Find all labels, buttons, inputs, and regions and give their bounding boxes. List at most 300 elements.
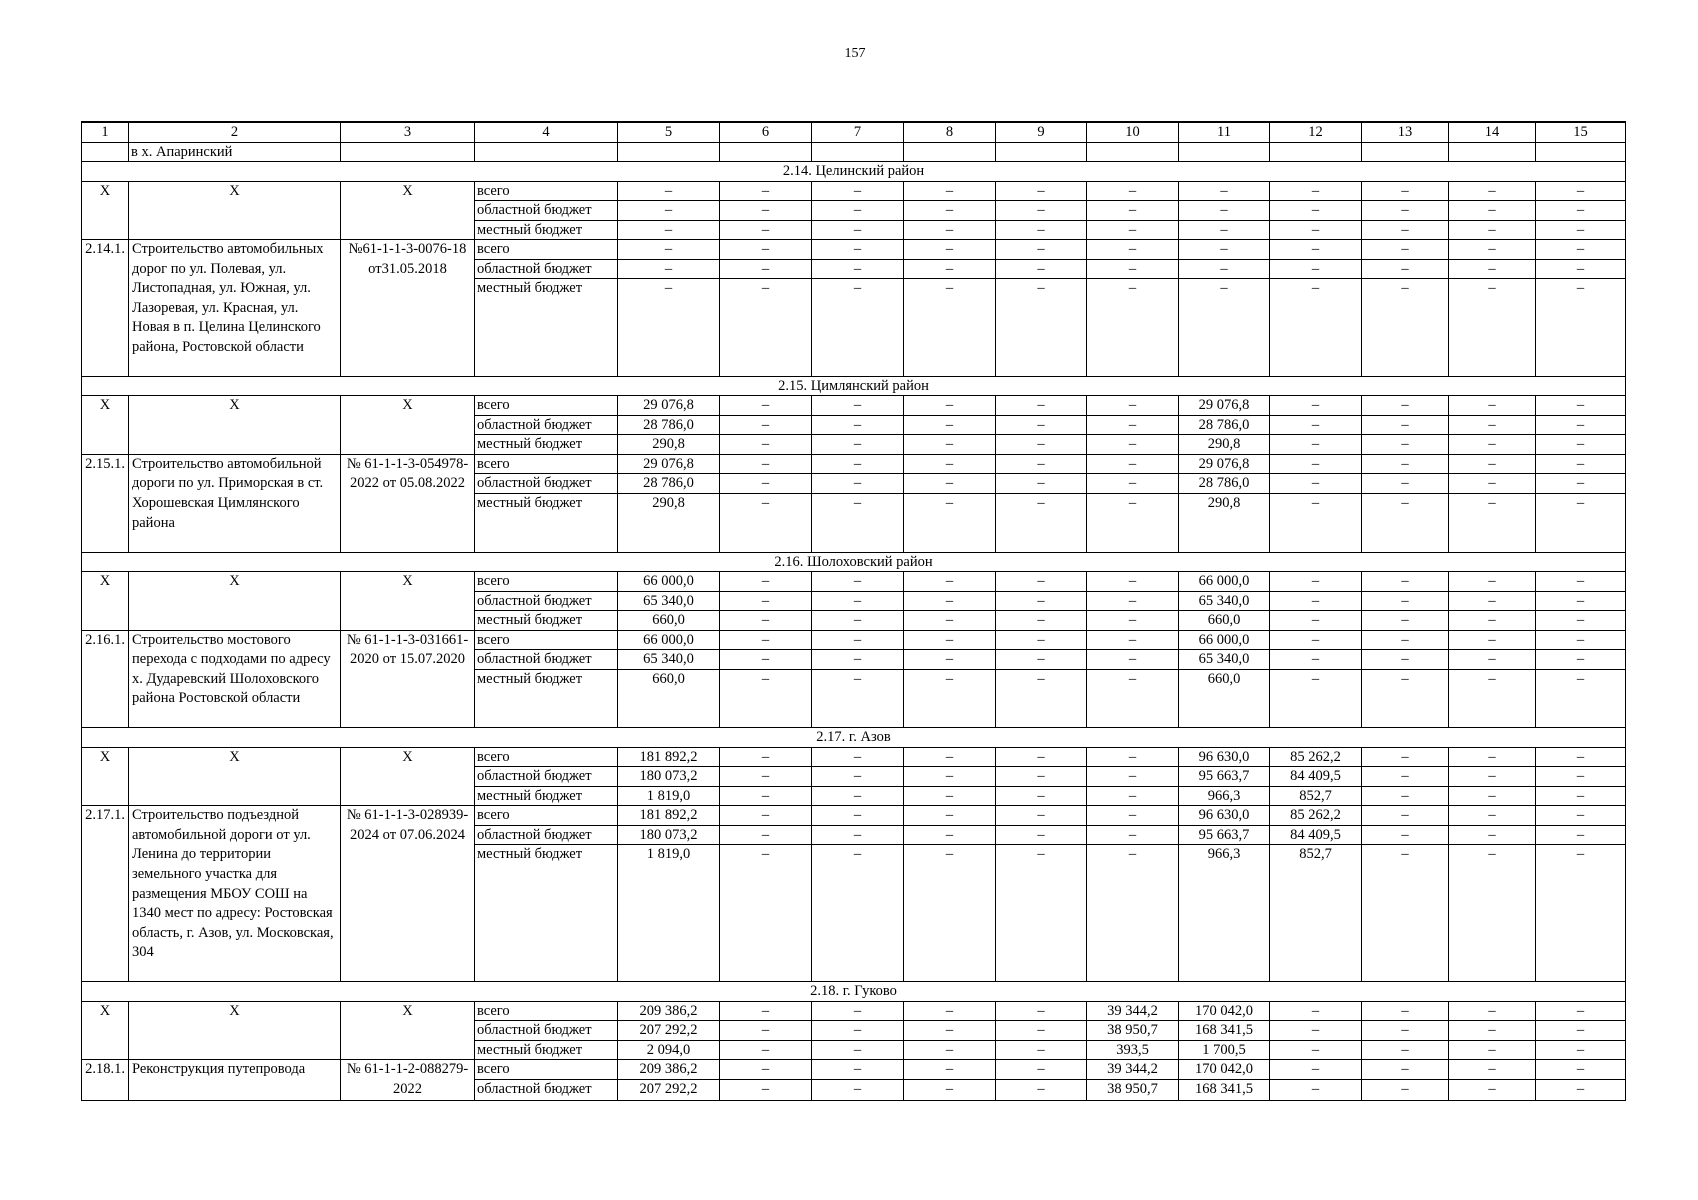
- value-cell: –: [904, 435, 996, 455]
- value-cell: –: [1087, 825, 1179, 845]
- value-cell: –: [1087, 279, 1179, 377]
- value-cell: –: [1087, 474, 1179, 494]
- value-cell: –: [720, 630, 812, 650]
- value-cell: –: [720, 825, 812, 845]
- value-cell: –: [996, 181, 1087, 201]
- value-cell: –: [1449, 806, 1536, 826]
- value-cell: –: [1362, 435, 1449, 455]
- item-name: Строительство подъездной автомобильной дороги от ул. Ленина до территории земельного участка для размещения МБОУ СОШ на 1340 мест по адресу: Ростовская область, г. Азов, ул. Московская, 304: [129, 806, 341, 982]
- value-cell: 181 892,2: [618, 747, 720, 767]
- value-cell: –: [1449, 591, 1536, 611]
- summary-mark: Х: [82, 396, 129, 455]
- value-cell: –: [1270, 201, 1362, 221]
- value-cell: 170 042,0: [1179, 1001, 1270, 1021]
- value-cell: –: [720, 493, 812, 552]
- value-cell: 66 000,0: [1179, 572, 1270, 592]
- value-cell: –: [1362, 572, 1449, 592]
- value-cell: –: [1270, 1021, 1362, 1041]
- value-cell: –: [1362, 220, 1449, 240]
- column-header: 8: [904, 122, 996, 142]
- value-cell: –: [1270, 435, 1362, 455]
- column-number-row: [82, 122, 1626, 142]
- value-cell: –: [618, 181, 720, 201]
- value-cell: –: [996, 220, 1087, 240]
- value-cell: –: [720, 181, 812, 201]
- value-cell: –: [996, 435, 1087, 455]
- value-cell: 852,7: [1270, 845, 1362, 982]
- value-cell: –: [996, 240, 1087, 260]
- value-cell: –: [1449, 1001, 1536, 1021]
- value-cell: 168 341,5: [1179, 1021, 1270, 1041]
- column-header: 9: [996, 122, 1087, 142]
- value-cell: –: [1536, 259, 1626, 279]
- value-cell: 29 076,8: [1179, 454, 1270, 474]
- value-cell: –: [1179, 240, 1270, 260]
- value-cell: –: [1270, 1080, 1362, 1100]
- section-row: [82, 552, 1626, 572]
- value-cell: –: [720, 454, 812, 474]
- value-cell: –: [812, 669, 904, 728]
- value-cell: –: [1449, 630, 1536, 650]
- value-cell: 852,7: [1270, 786, 1362, 806]
- section-row: [82, 162, 1626, 182]
- value-cell: –: [904, 279, 996, 377]
- value-cell: 28 786,0: [618, 474, 720, 494]
- value-cell: –: [1449, 181, 1536, 201]
- value-cell: –: [1362, 181, 1449, 201]
- budget-label: всего: [475, 454, 618, 474]
- value-cell: –: [812, 279, 904, 377]
- value-cell: –: [904, 767, 996, 787]
- value-cell: –: [812, 1040, 904, 1060]
- section-title: 2.15. Цимлянский район: [82, 376, 1626, 396]
- column-header: 2: [129, 122, 341, 142]
- value-cell: –: [1270, 259, 1362, 279]
- column-header: 7: [812, 122, 904, 142]
- value-cell: 84 409,5: [1270, 767, 1362, 787]
- value-cell: –: [1362, 493, 1449, 552]
- value-cell: –: [618, 201, 720, 221]
- value-cell: –: [1536, 279, 1626, 377]
- value-cell: 66 000,0: [618, 630, 720, 650]
- value-cell: –: [1270, 240, 1362, 260]
- column-header: 5: [618, 122, 720, 142]
- item-row: [82, 240, 1626, 260]
- value-cell: –: [904, 1080, 996, 1100]
- value-cell: –: [1449, 220, 1536, 240]
- value-cell: –: [1536, 806, 1626, 826]
- value-cell: –: [1449, 767, 1536, 787]
- value-cell: –: [996, 630, 1087, 650]
- value-cell: 65 340,0: [618, 591, 720, 611]
- item-agreement: № 61-1-1-3-031661-2020 от 15.07.2020: [341, 630, 475, 728]
- budget-label: всего: [475, 181, 618, 201]
- value-cell: –: [904, 845, 996, 982]
- value-cell: 207 292,2: [618, 1080, 720, 1100]
- budget-label: местный бюджет: [475, 279, 618, 377]
- value-cell: 66 000,0: [1179, 630, 1270, 650]
- budget-label: областной бюджет: [475, 650, 618, 670]
- summary-mark: Х: [82, 572, 129, 631]
- value-cell: –: [1270, 279, 1362, 377]
- value-cell: –: [904, 786, 996, 806]
- value-cell: –: [1536, 435, 1626, 455]
- value-cell: –: [904, 669, 996, 728]
- value-cell: 85 262,2: [1270, 747, 1362, 767]
- value-cell: –: [904, 474, 996, 494]
- column-header: 6: [720, 122, 812, 142]
- value-cell: 181 892,2: [618, 806, 720, 826]
- column-header: 4: [475, 122, 618, 142]
- value-cell: –: [904, 1021, 996, 1041]
- value-cell: –: [1536, 1040, 1626, 1060]
- value-cell: –: [996, 767, 1087, 787]
- budget-label: местный бюджет: [475, 611, 618, 631]
- value-cell: –: [1087, 220, 1179, 240]
- value-cell: 28 786,0: [618, 415, 720, 435]
- value-cell: –: [1449, 1021, 1536, 1041]
- column-header: 3: [341, 122, 475, 142]
- value-cell: –: [1270, 1040, 1362, 1060]
- value-cell: –: [1536, 1001, 1626, 1021]
- value-cell: –: [812, 454, 904, 474]
- section-title: 2.16. Шолоховский район: [82, 552, 1626, 572]
- value-cell: –: [1536, 454, 1626, 474]
- budget-label: всего: [475, 396, 618, 416]
- value-cell: –: [1087, 611, 1179, 631]
- value-cell: –: [812, 572, 904, 592]
- value-cell: –: [904, 201, 996, 221]
- budget-label: областной бюджет: [475, 591, 618, 611]
- value-cell: –: [812, 493, 904, 552]
- value-cell: –: [1449, 1040, 1536, 1060]
- budget-label: областной бюджет: [475, 825, 618, 845]
- value-cell: 39 344,2: [1087, 1060, 1179, 1080]
- item-number: 2.16.1.: [82, 630, 129, 728]
- value-cell: –: [812, 220, 904, 240]
- value-cell: –: [1449, 747, 1536, 767]
- value-cell: –: [1449, 825, 1536, 845]
- item-number: 2.14.1.: [82, 240, 129, 377]
- value-cell: –: [1087, 806, 1179, 826]
- section-title: 2.14. Целинский район: [82, 162, 1626, 182]
- value-cell: –: [1270, 415, 1362, 435]
- value-cell: –: [1270, 1060, 1362, 1080]
- value-cell: 38 950,7: [1087, 1021, 1179, 1041]
- value-cell: 29 076,8: [618, 454, 720, 474]
- value-cell: –: [1087, 572, 1179, 592]
- value-cell: –: [812, 181, 904, 201]
- value-cell: –: [1536, 650, 1626, 670]
- value-cell: –: [1087, 767, 1179, 787]
- item-number: 2.17.1.: [82, 806, 129, 982]
- budget-label: областной бюджет: [475, 767, 618, 787]
- value-cell: 65 340,0: [618, 650, 720, 670]
- value-cell: 209 386,2: [618, 1001, 720, 1021]
- value-cell: –: [1536, 474, 1626, 494]
- value-cell: –: [1449, 435, 1536, 455]
- value-cell: –: [1179, 201, 1270, 221]
- value-cell: –: [812, 591, 904, 611]
- value-cell: –: [720, 767, 812, 787]
- value-cell: –: [1536, 786, 1626, 806]
- value-cell: –: [720, 1001, 812, 1021]
- item-row: [82, 454, 1626, 474]
- value-cell: 168 341,5: [1179, 1080, 1270, 1100]
- value-cell: –: [1362, 806, 1449, 826]
- value-cell: –: [1449, 454, 1536, 474]
- value-cell: –: [618, 279, 720, 377]
- value-cell: –: [720, 806, 812, 826]
- value-cell: –: [996, 786, 1087, 806]
- value-cell: –: [904, 1060, 996, 1080]
- table-body: [82, 122, 1626, 1100]
- value-cell: –: [720, 396, 812, 416]
- value-cell: –: [1536, 1080, 1626, 1100]
- value-cell: –: [1270, 1001, 1362, 1021]
- budget-label: областной бюджет: [475, 201, 618, 221]
- value-cell: –: [904, 747, 996, 767]
- value-cell: –: [1536, 591, 1626, 611]
- value-cell: –: [904, 806, 996, 826]
- budget-label: областной бюджет: [475, 259, 618, 279]
- value-cell: –: [1536, 493, 1626, 552]
- value-cell: –: [720, 650, 812, 670]
- value-cell: –: [1362, 630, 1449, 650]
- continuation-text: в х. Апаринский: [129, 142, 341, 162]
- value-cell: 290,8: [1179, 435, 1270, 455]
- value-cell: 290,8: [1179, 493, 1270, 552]
- value-cell: –: [812, 1001, 904, 1021]
- value-cell: –: [618, 240, 720, 260]
- value-cell: –: [1536, 1021, 1626, 1041]
- summary-row: [82, 181, 1626, 201]
- value-cell: –: [1536, 396, 1626, 416]
- value-cell: –: [720, 591, 812, 611]
- value-cell: –: [1536, 845, 1626, 982]
- summary-mark: Х: [82, 181, 129, 240]
- value-cell: –: [996, 201, 1087, 221]
- value-cell: –: [618, 220, 720, 240]
- value-cell: –: [996, 415, 1087, 435]
- value-cell: 1 819,0: [618, 845, 720, 982]
- value-cell: –: [996, 279, 1087, 377]
- summary-mark: Х: [82, 747, 129, 806]
- value-cell: 65 340,0: [1179, 650, 1270, 670]
- value-cell: –: [1449, 611, 1536, 631]
- summary-mark: Х: [341, 572, 475, 631]
- value-cell: –: [1270, 220, 1362, 240]
- summary-mark: Х: [129, 181, 341, 240]
- value-cell: 85 262,2: [1270, 806, 1362, 826]
- value-cell: –: [996, 845, 1087, 982]
- item-number: 2.18.1.: [82, 1060, 129, 1100]
- value-cell: –: [1270, 630, 1362, 650]
- budget-table: [81, 121, 1626, 1101]
- value-cell: –: [1536, 220, 1626, 240]
- budget-label: всего: [475, 747, 618, 767]
- value-cell: 96 630,0: [1179, 806, 1270, 826]
- value-cell: –: [1362, 786, 1449, 806]
- summary-mark: Х: [129, 396, 341, 455]
- budget-label: всего: [475, 630, 618, 650]
- value-cell: –: [720, 786, 812, 806]
- budget-label: областной бюджет: [475, 1021, 618, 1041]
- value-cell: –: [720, 240, 812, 260]
- budget-label: всего: [475, 572, 618, 592]
- value-cell: –: [1087, 435, 1179, 455]
- value-cell: –: [812, 415, 904, 435]
- value-cell: –: [996, 1080, 1087, 1100]
- value-cell: –: [1179, 279, 1270, 377]
- value-cell: –: [812, 825, 904, 845]
- value-cell: –: [720, 572, 812, 592]
- value-cell: –: [1362, 611, 1449, 631]
- value-cell: –: [1362, 415, 1449, 435]
- section-title: 2.17. г. Азов: [82, 728, 1626, 748]
- value-cell: –: [904, 1001, 996, 1021]
- value-cell: 39 344,2: [1087, 1001, 1179, 1021]
- value-cell: –: [1270, 572, 1362, 592]
- value-cell: 29 076,8: [1179, 396, 1270, 416]
- value-cell: –: [1536, 747, 1626, 767]
- value-cell: –: [996, 259, 1087, 279]
- value-cell: –: [720, 435, 812, 455]
- budget-label: местный бюджет: [475, 786, 618, 806]
- value-cell: –: [1449, 201, 1536, 221]
- column-header: 14: [1449, 122, 1536, 142]
- value-cell: –: [720, 279, 812, 377]
- value-cell: –: [1449, 669, 1536, 728]
- value-cell: 290,8: [618, 493, 720, 552]
- value-cell: –: [1087, 845, 1179, 982]
- item-agreement: № 61-1-1-3-054978-2022 от 05.08.2022: [341, 454, 475, 552]
- section-row: [82, 376, 1626, 396]
- value-cell: –: [1362, 1021, 1449, 1041]
- summary-row: [82, 747, 1626, 767]
- value-cell: –: [1362, 845, 1449, 982]
- value-cell: –: [1270, 669, 1362, 728]
- item-name: Строительство мостового перехода с подходами по адресу х. Дударевский Шолоховского района Ростовской области: [129, 630, 341, 728]
- item-agreement: № 61-1-1-3-028939-2024 от 07.06.2024: [341, 806, 475, 982]
- value-cell: –: [996, 572, 1087, 592]
- value-cell: –: [1087, 493, 1179, 552]
- value-cell: –: [1087, 669, 1179, 728]
- value-cell: –: [812, 650, 904, 670]
- value-cell: –: [1270, 396, 1362, 416]
- value-cell: –: [720, 1021, 812, 1041]
- value-cell: –: [1536, 181, 1626, 201]
- value-cell: 95 663,7: [1179, 825, 1270, 845]
- value-cell: –: [996, 1040, 1087, 1060]
- value-cell: –: [1536, 630, 1626, 650]
- value-cell: –: [1536, 415, 1626, 435]
- value-cell: –: [1362, 1060, 1449, 1080]
- value-cell: –: [1362, 650, 1449, 670]
- value-cell: –: [996, 1060, 1087, 1080]
- value-cell: –: [1087, 181, 1179, 201]
- value-cell: –: [1179, 259, 1270, 279]
- value-cell: –: [812, 806, 904, 826]
- budget-label: всего: [475, 1060, 618, 1080]
- value-cell: –: [1087, 415, 1179, 435]
- value-cell: –: [720, 220, 812, 240]
- value-cell: –: [1362, 201, 1449, 221]
- column-header: 12: [1270, 122, 1362, 142]
- value-cell: –: [720, 474, 812, 494]
- value-cell: –: [1536, 572, 1626, 592]
- value-cell: 180 073,2: [618, 825, 720, 845]
- value-cell: –: [904, 591, 996, 611]
- continuation-row: [82, 142, 1626, 162]
- value-cell: –: [1449, 415, 1536, 435]
- value-cell: –: [1087, 747, 1179, 767]
- value-cell: –: [1087, 786, 1179, 806]
- summary-mark: Х: [129, 747, 341, 806]
- value-cell: –: [996, 806, 1087, 826]
- item-row: [82, 1060, 1626, 1080]
- section-row: [82, 728, 1626, 748]
- value-cell: –: [996, 591, 1087, 611]
- budget-label: всего: [475, 806, 618, 826]
- column-header: 10: [1087, 122, 1179, 142]
- value-cell: –: [720, 669, 812, 728]
- value-cell: –: [1362, 591, 1449, 611]
- item-name: Реконструкция путепровода: [129, 1060, 341, 1100]
- summary-mark: Х: [341, 1001, 475, 1060]
- value-cell: –: [812, 611, 904, 631]
- value-cell: –: [1536, 240, 1626, 260]
- summary-row: [82, 1001, 1626, 1021]
- summary-mark: Х: [129, 572, 341, 631]
- value-cell: –: [1362, 1001, 1449, 1021]
- budget-label: местный бюджет: [475, 435, 618, 455]
- value-cell: 1 700,5: [1179, 1040, 1270, 1060]
- summary-mark: Х: [129, 1001, 341, 1060]
- summary-mark: Х: [341, 396, 475, 455]
- value-cell: –: [996, 474, 1087, 494]
- value-cell: 1 819,0: [618, 786, 720, 806]
- column-header: 1: [82, 122, 129, 142]
- value-cell: –: [812, 240, 904, 260]
- value-cell: –: [720, 747, 812, 767]
- budget-label: областной бюджет: [475, 474, 618, 494]
- value-cell: 660,0: [618, 669, 720, 728]
- column-header: 15: [1536, 122, 1626, 142]
- value-cell: –: [904, 181, 996, 201]
- value-cell: –: [904, 650, 996, 670]
- value-cell: –: [812, 747, 904, 767]
- value-cell: –: [904, 415, 996, 435]
- value-cell: –: [812, 435, 904, 455]
- value-cell: –: [996, 650, 1087, 670]
- value-cell: –: [618, 259, 720, 279]
- value-cell: –: [1536, 611, 1626, 631]
- value-cell: –: [1449, 240, 1536, 260]
- value-cell: –: [996, 454, 1087, 474]
- value-cell: –: [1449, 845, 1536, 982]
- value-cell: –: [904, 259, 996, 279]
- item-name: Строительство автомобильной дороги по ул. Приморская в ст. Хорошевская Цимлянского района: [129, 454, 341, 552]
- value-cell: –: [1362, 240, 1449, 260]
- value-cell: –: [812, 201, 904, 221]
- value-cell: 84 409,5: [1270, 825, 1362, 845]
- item-name: Строительство автомобильных дорог по ул. Полевая, ул. Листопадная, ул. Южная, ул. Лазоревая, ул. Красная, ул. Новая в п. Целина Целинского района, Ростовской области: [129, 240, 341, 377]
- value-cell: –: [1087, 240, 1179, 260]
- value-cell: 966,3: [1179, 845, 1270, 982]
- value-cell: –: [1362, 454, 1449, 474]
- value-cell: –: [1270, 591, 1362, 611]
